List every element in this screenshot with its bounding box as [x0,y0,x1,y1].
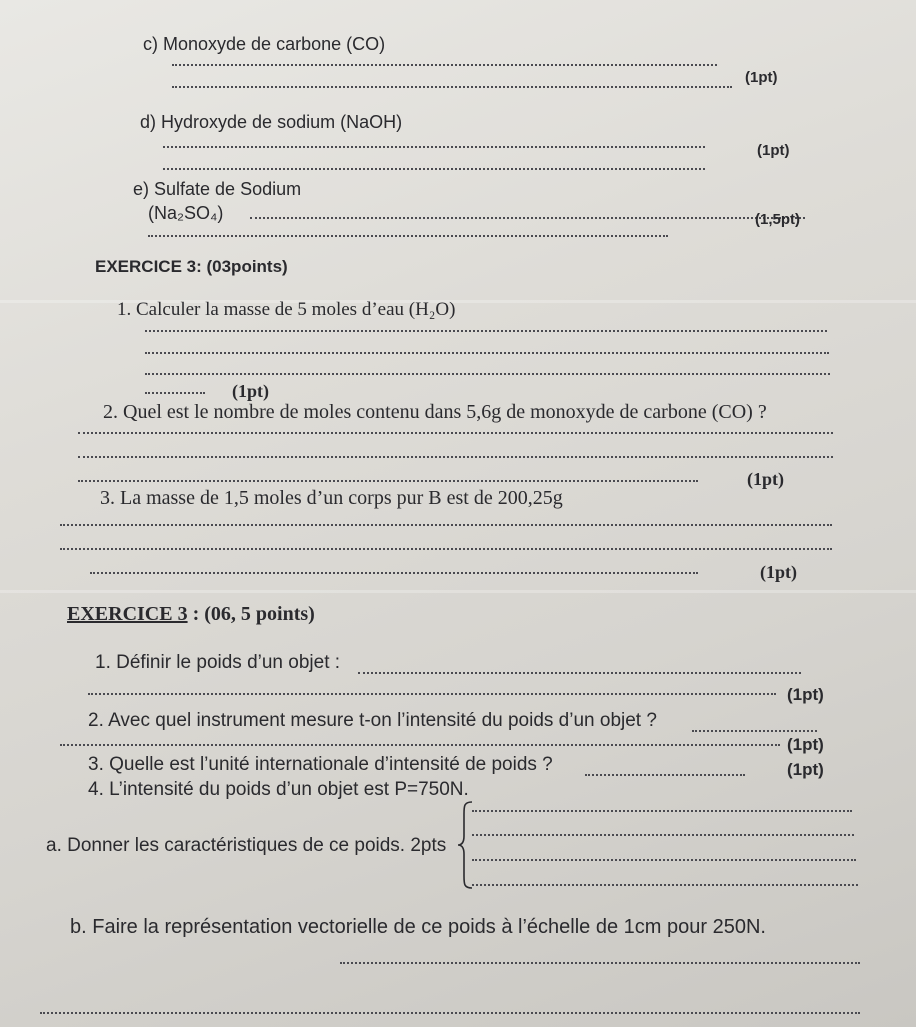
answer-line[interactable] [172,86,732,88]
weight-question-3-points: (1pt) [787,760,824,779]
answer-line[interactable] [172,64,717,66]
part-e-points: (1,5pt) [755,211,800,228]
answer-line[interactable] [60,524,832,526]
answer-line[interactable] [472,859,856,861]
question-1-points: (1pt) [232,381,269,401]
exercise-heading-2-points: : (06, 5 points) [192,603,315,625]
exercise-heading-2-title: EXERCICE 3 [67,603,188,625]
answer-line[interactable] [585,774,745,776]
weight-question-4b: b. Faire la représentation vectorielle de ce poids à l’échelle de 1cm pour 250N. [70,916,766,938]
answer-line[interactable] [60,548,832,550]
weight-question-4a: a. Donner les caractéristiques de ce poids. 2pts [46,835,447,856]
weight-question-4: 4. L’intensité du poids d’un objet est P=750N. [88,779,469,800]
answer-line[interactable] [78,432,833,434]
answer-line[interactable] [78,480,698,482]
answer-line[interactable] [60,744,780,746]
exercise-heading-2 [67,604,315,624]
answer-line[interactable] [145,373,830,375]
part-d-label: d) Hydroxyde de sodium (NaOH) [140,112,403,132]
answer-line[interactable] [78,456,833,458]
question-3-points: (1pt) [760,562,797,582]
weight-question-2: 2. Avec quel instrument mesure t-on l’intensité du poids d’un objet ? [88,710,657,731]
answer-line[interactable] [163,168,705,170]
question-3: 3. La masse de 1,5 moles d’un corps pur B est de 200,25g [100,487,563,509]
paper-fold [0,590,916,593]
answer-line[interactable] [145,352,829,354]
part-e-formula: (Na₂SO₄) [148,203,224,223]
exercise-heading-title: EXERCICE 3: [95,257,202,276]
answer-line[interactable] [88,693,776,695]
exercise-heading-points: (03points) [206,257,288,276]
question-2-points: (1pt) [747,469,784,489]
part-e-label: e) Sulfate de Sodium [133,179,302,199]
answer-line[interactable] [148,235,668,237]
weight-question-1: 1. Définir le poids d’un objet : [95,652,341,673]
answer-line[interactable] [250,217,805,219]
answer-line[interactable] [145,330,827,332]
question-2: 2. Quel est le nombre de moles contenu dans 5,6g de monoxyde de carbone (CO) ? [103,401,767,423]
curly-brace-icon [456,800,474,890]
answer-line[interactable] [145,392,205,394]
answer-line[interactable] [40,1012,860,1014]
answer-line[interactable] [358,672,801,674]
exercise-heading [95,258,288,275]
weight-question-3: 3. Quelle est l’unité internationale d’intensité de poids ? [88,754,553,775]
answer-line[interactable] [163,146,705,148]
part-d-points: (1pt) [757,142,790,159]
weight-question-1-points: (1pt) [787,685,824,704]
answer-line[interactable] [472,810,852,812]
question-1: 1. Calculer la masse de 5 moles d’eau (H₂O) [117,299,456,320]
answer-line[interactable] [90,572,698,574]
weight-question-2-points: (1pt) [787,735,824,754]
part-c-label: c) Monoxyde de carbone (CO) [143,34,386,54]
answer-line[interactable] [692,730,817,732]
answer-line[interactable] [340,962,860,964]
part-c-points: (1pt) [745,69,778,86]
answer-line[interactable] [472,834,854,836]
answer-line[interactable] [472,884,858,886]
